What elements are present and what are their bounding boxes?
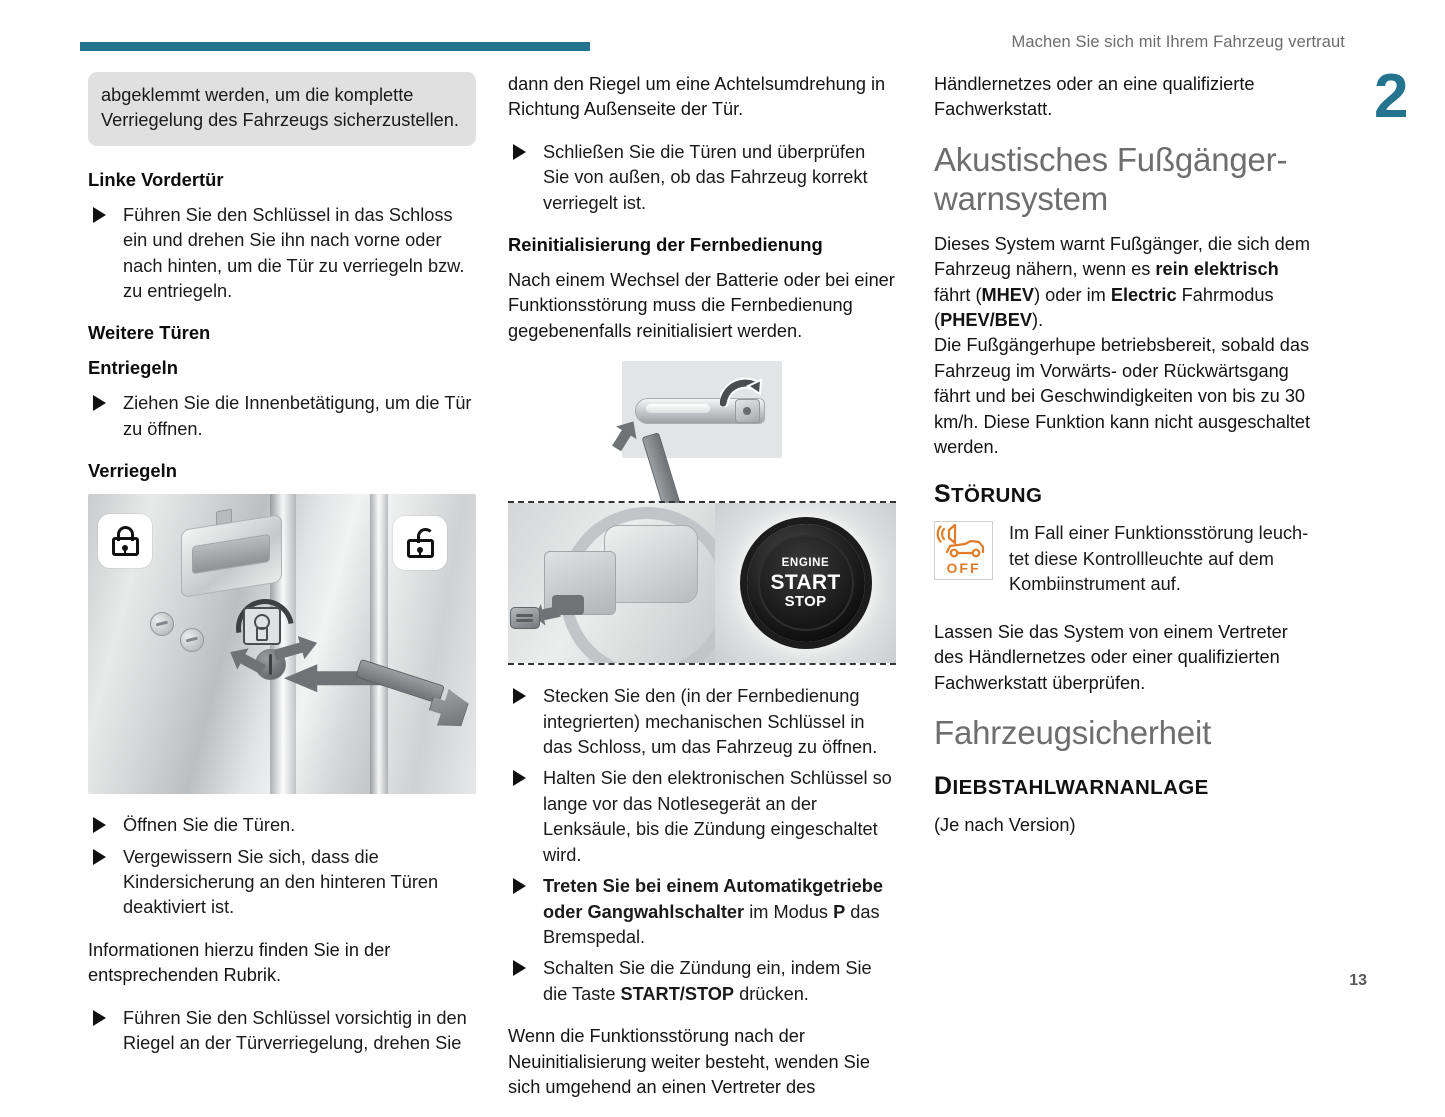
screw-head-icon bbox=[147, 610, 176, 639]
bullet-list-open-doors bbox=[88, 813, 476, 921]
list-item bbox=[508, 956, 896, 1007]
list-item-text: Schließen Sie die Türen und überprüfen Sie von außen, ob das Fahrzeug korrekt verriegelt ist. bbox=[543, 141, 868, 213]
engine-start-stop-button[interactable] bbox=[747, 524, 865, 642]
list-item bbox=[88, 845, 476, 921]
list-item bbox=[508, 140, 896, 216]
heading-stoerung-rest: TÖRUNG bbox=[951, 484, 1043, 508]
electronic-key-fob bbox=[510, 607, 540, 629]
heading-weitere-tueren: Weitere Türen bbox=[88, 322, 211, 344]
callout-note: abgeklemmt werden, um die komplette Verriegelung des Fahrzeugs sicherzustellen. bbox=[88, 72, 476, 146]
heading-stoerung-initial: S bbox=[934, 480, 952, 509]
heading-entriegeln: Entriegeln bbox=[88, 357, 178, 379]
heading-reinitialisierung: Reinitialisierung der Fernbedienung bbox=[508, 234, 823, 256]
dashed-figure-frame bbox=[508, 501, 896, 665]
telltale-note bbox=[934, 521, 1319, 597]
start-button-line2: START bbox=[770, 570, 841, 594]
start-button-line3: STOP bbox=[784, 592, 827, 610]
triangle-bullet-icon bbox=[93, 817, 106, 833]
list-item bbox=[508, 684, 896, 760]
paragraph-check-system: Lassen Sie das System von einem Vertreter des Händlernetzes oder einer qualifizierten Fachwerkstatt überprüfen. bbox=[934, 621, 1288, 693]
triangle-bullet-icon bbox=[513, 960, 526, 976]
list-item-text: Treten Sie bei einem Automatikgetriebe oder Gangwahlschalter im Modus P das Bremspedal. bbox=[543, 876, 883, 947]
locked-badge bbox=[98, 514, 152, 568]
list-item-text: Schalten Sie die Zündung ein, indem Sie die Taste START/STOP drücken. bbox=[543, 958, 872, 1004]
heading-diebstahlwarnanlage bbox=[934, 772, 1319, 801]
paragraph-horn-ready: Die Fußgängerhupe betriebsbereit, sobald das Fahrzeug im Vorwärts- oder Rückwärtsgang fährt und bei Geschwindigkeiten von bis zu 30 km/h. Diese Funktion kann nicht ausgeschaltet werden. bbox=[934, 335, 1311, 458]
bullet-list-key-insert bbox=[88, 1006, 476, 1057]
child-lock-icon bbox=[243, 607, 281, 645]
heading-akustisches-fussgaengerwarnsystem: Akustisches Fußgänger-warnsystem bbox=[934, 140, 1288, 217]
header-rule bbox=[80, 42, 590, 51]
bullet-list-unlock bbox=[88, 391, 476, 442]
list-item bbox=[88, 391, 476, 442]
list-item bbox=[88, 813, 476, 838]
triangle-bullet-icon bbox=[513, 688, 526, 704]
screw-head-icon bbox=[177, 626, 206, 655]
list-item-text: Stecken Sie den (in der Fernbedienung integrierten) mechanischen Schlüssel in das Schloss, um das Fahrzeug zu öffnen. bbox=[543, 686, 878, 758]
paragraph-system-description: Dieses System warnt Fußgänger, die sich dem Fahrzeug nähern, wenn es rein elektrisch fährt (MHEV) oder im Electric Fahrmodus (PHEV/BEV). bbox=[934, 233, 1311, 331]
chapter-number: 2 bbox=[1374, 62, 1408, 131]
bullet-list-reinit-steps bbox=[508, 684, 896, 1007]
paragraph-version-note: (Je nach Version) bbox=[934, 814, 1076, 835]
list-item-text: Führen Sie den Schlüssel vorsichtig in den Riegel an der Türverriegelung, drehen Sie bbox=[123, 1007, 467, 1054]
telltale-off-label: OFF bbox=[946, 560, 981, 577]
list-item-text: Halten Sie den elektronischen Schlüssel so lange vor das Notlesegerät an der Lenksäule, bis die Zündung eingeschaltet wird. bbox=[543, 768, 892, 865]
paragraph-persist-fault: Wenn die Funktionsstörung nach der Neuinitialisierung weiter besteht, wenden Sie sich umgehend an einen Vertreter des bbox=[508, 1026, 870, 1097]
triangle-bullet-icon bbox=[513, 770, 526, 786]
bullet-list-front-door bbox=[88, 203, 476, 305]
list-item-text: Öffnen Sie die Türen. bbox=[123, 815, 296, 836]
padlock-closed-icon bbox=[112, 526, 139, 556]
figure-door-handle-key bbox=[508, 361, 896, 493]
heading-verriegeln: Verriegeln bbox=[88, 460, 177, 482]
heading-fahrzeugsicherheit: Fahrzeugsicherheit bbox=[934, 713, 1212, 751]
door-seam bbox=[370, 494, 388, 794]
interior-door-handle bbox=[181, 514, 282, 598]
page-number: 13 bbox=[1349, 972, 1367, 989]
door-illustration bbox=[88, 494, 476, 794]
figure-door-lock bbox=[88, 494, 476, 794]
triangle-bullet-icon bbox=[513, 878, 526, 894]
list-item bbox=[508, 874, 896, 950]
triangle-bullet-icon bbox=[93, 395, 106, 411]
middle-column bbox=[508, 72, 896, 1117]
pedestrian-warning-off-telltale-icon bbox=[934, 521, 993, 580]
paragraph-continuation: Händlernetzes oder an eine qualifizierte Fachwerkstatt. bbox=[934, 74, 1255, 120]
figure-steering-column-start bbox=[508, 501, 896, 665]
right-column bbox=[934, 72, 1319, 855]
padlock-open-icon bbox=[407, 528, 434, 558]
triangle-bullet-icon bbox=[93, 207, 106, 223]
triangle-bullet-icon bbox=[513, 144, 526, 160]
triangle-bullet-icon bbox=[93, 849, 106, 865]
running-head: Machen Sie sich mit Ihrem Fahrzeug vertraut bbox=[1011, 33, 1345, 51]
heading-diebstahl-rest: IEBSTAHLWARNANLAGE bbox=[952, 775, 1209, 799]
start-stop-illustration bbox=[715, 503, 896, 663]
list-item bbox=[88, 1006, 476, 1057]
speaker-car-icon bbox=[935, 522, 990, 562]
left-column bbox=[88, 72, 476, 1074]
rotate-arrow-icon bbox=[720, 377, 762, 407]
paragraph-continuation: dann den Riegel um eine Achtelsumdrehung in Richtung Außenseite der Tür. bbox=[508, 74, 886, 120]
list-item bbox=[88, 203, 476, 305]
paragraph-rubrik: Informationen hierzu finden Sie in der entsprechenden Rubrik. bbox=[88, 939, 391, 986]
list-item-text: Führen Sie den Schlüssel in das Schloss ein und drehen Sie ihn nach vorne oder nach hinten, um die Tür zu verriegeln bzw. zu entriegeln. bbox=[123, 204, 465, 302]
paragraph-reinit: Nach einem Wechsel der Batterie oder bei einer Funktionsstörung muss die Fernbedienung gegebenenfalls reinitialisiert werden. bbox=[508, 270, 895, 341]
list-item-text: Vergewissern Sie sich, dass die Kindersicherung an den hinteren Türen deaktiviert ist. bbox=[123, 846, 439, 918]
unlocked-badge bbox=[393, 516, 447, 570]
start-stop-button-face bbox=[758, 535, 854, 631]
list-item bbox=[508, 766, 896, 868]
heading-diebstahl-initial: D bbox=[934, 771, 953, 800]
heading-stoerung bbox=[934, 480, 1319, 509]
bullet-list-close-doors bbox=[508, 140, 896, 216]
telltale-note-text: Im Fall einer Funktionsstörung leuch-tet diese Kontrollleuchte auf dem Kombiinstrument auf. bbox=[1009, 523, 1309, 595]
heading-linke-vordertuer: Linke Vordertür bbox=[88, 168, 224, 190]
list-item-text: Ziehen Sie die Innenbetätigung, um die Tür zu öffnen. bbox=[123, 393, 472, 439]
steering-wheel-hub bbox=[604, 525, 698, 603]
start-button-line1: ENGINE bbox=[781, 557, 830, 569]
steering-column-illustration bbox=[508, 503, 715, 663]
